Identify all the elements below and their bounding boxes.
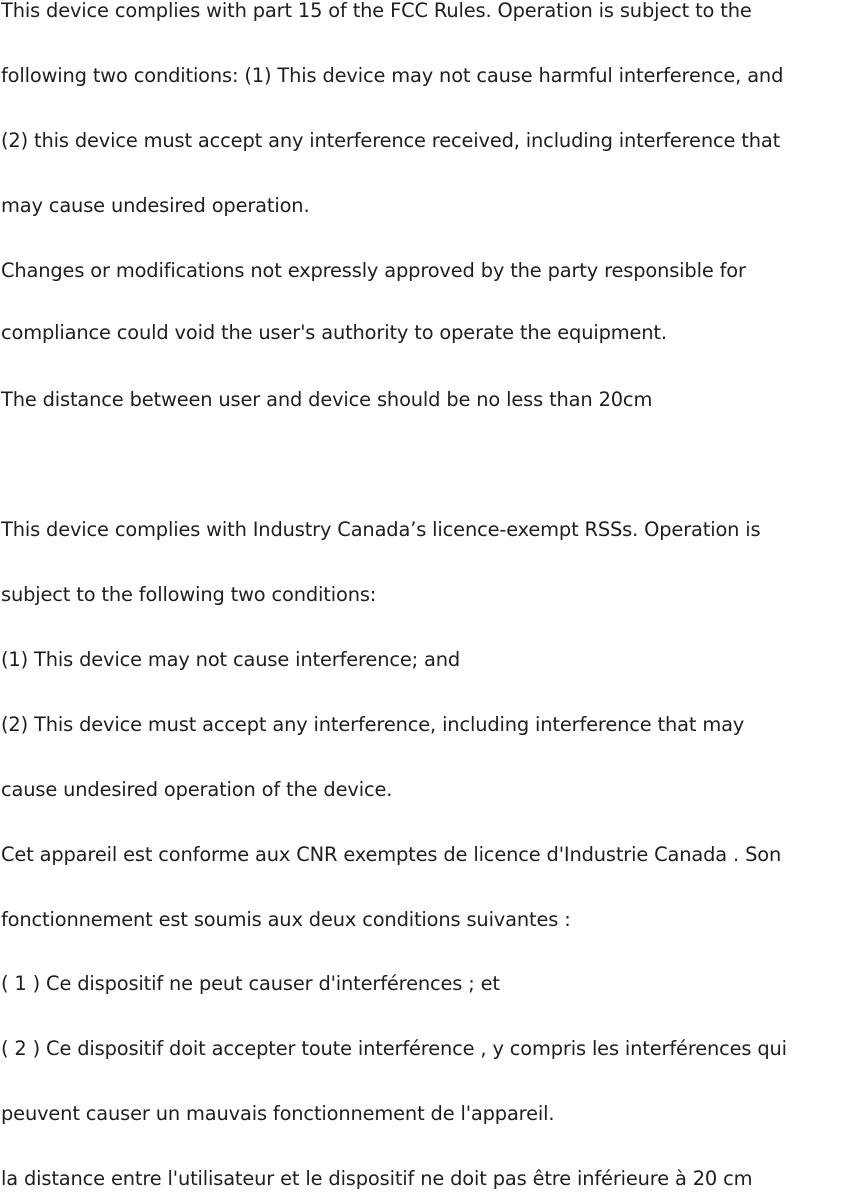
fcc-line-4: may cause undesired operation.	[1, 194, 310, 217]
fcc-line-2: following two conditions: (1) This device may not cause harmful interference, and	[1, 64, 784, 87]
ic-line-10: peuvent causer un mauvais fonctionnement de l'appareil.	[1, 1102, 555, 1125]
fcc-line-7: The distance between user and device should be no less than 20cm	[1, 388, 653, 411]
ic-line-9: ( 2 ) Ce dispositif doit accepter toute interférence , y compris les interférences qui	[1, 1037, 787, 1060]
ic-line-2: subject to the following two conditions:	[1, 583, 377, 606]
ic-line-4: (2) This device must accept any interference, including interference that may	[1, 713, 745, 736]
ic-line-5: cause undesired operation of the device.	[1, 778, 393, 801]
ic-line-11: la distance entre l'utilisateur et le dispositif ne doit pas être inférieure à 20 cm	[1, 1167, 753, 1190]
fcc-line-3: (2) this device must accept any interference received, including interference that	[1, 129, 781, 152]
fcc-line-1: This device complies with part 15 of the FCC Rules. Operation is subject to the	[1, 0, 752, 22]
ic-line-7: fonctionnement est soumis aux deux conditions suivantes :	[1, 908, 571, 931]
fcc-line-6: compliance could void the user's authority to operate the equipment.	[1, 321, 667, 344]
ic-line-3: (1) This device may not cause interference; and	[1, 648, 461, 671]
ic-line-8: ( 1 ) Ce dispositif ne peut causer d'interférences ; et	[1, 972, 500, 995]
ic-line-1: This device complies with Industry Canada’s licence-exempt RSSs. Operation is	[1, 518, 761, 541]
ic-line-6: Cet appareil est conforme aux CNR exemptes de licence d'Industrie Canada . Son	[1, 843, 782, 866]
fcc-line-5: Changes or modifications not expressly approved by the party responsible for	[1, 259, 746, 282]
